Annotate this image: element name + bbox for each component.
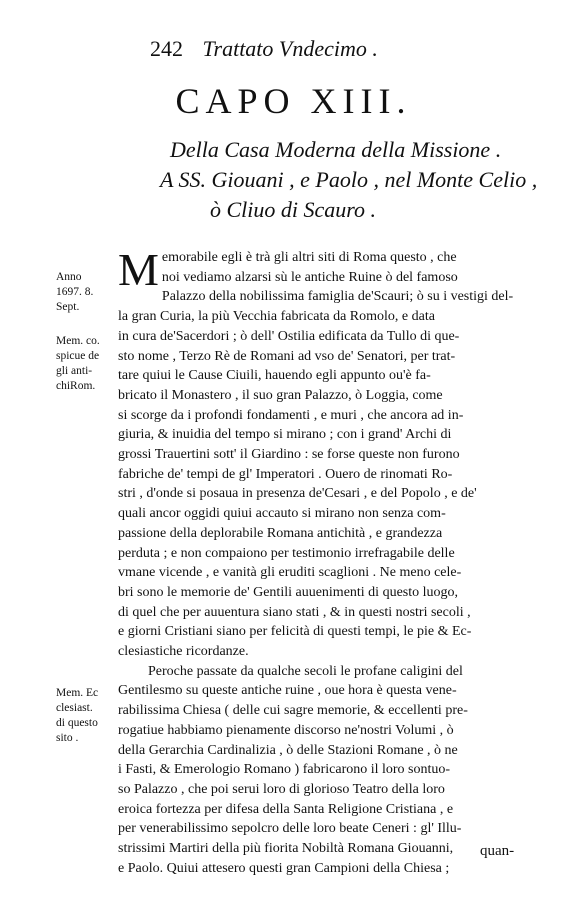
text-line: in cura de'Sacerdori ; ò dell' Ostilia edificata da Tullo di que- bbox=[118, 328, 460, 344]
text-line: e giorni Cristiani siano per felicità di questi tempi, le pie & Ec- bbox=[118, 624, 472, 640]
text-line: si scorge da i profondi fondamenti , e muri , che ancora ad in- bbox=[118, 407, 464, 423]
marginal-line: chiRom. bbox=[56, 380, 96, 392]
text-line: la gran Curia, la più Vecchia fabricata da Romolo, e data bbox=[118, 309, 435, 325]
text-line: strissimi Martiri della più fiorita Nobiltà Romana Giouanni, bbox=[118, 841, 454, 857]
subtitle-line: Della Casa Moderna della Missione . bbox=[170, 137, 502, 162]
text-line: passione della deplorabile Romana antichità , e grandezza bbox=[118, 525, 443, 541]
running-header bbox=[150, 36, 550, 62]
text-line: Peroche passate da qualche secoli le profane caligini del bbox=[148, 663, 463, 679]
text-line: Palazzo della nobilissima famiglia de'Scauri; ò su i vestigi del- bbox=[161, 289, 514, 305]
text-line: vmane vicende , e vanità gli eruditi scaglioni . Ne meno cele- bbox=[118, 565, 462, 581]
marginal-line: gli anti- bbox=[56, 365, 93, 377]
text-line: quali ancor oggidi quiui accauto si mirano non senza com- bbox=[118, 506, 446, 522]
marginal-note-roman-memories bbox=[56, 334, 114, 394]
body-text bbox=[118, 244, 558, 879]
chapter-subtitle bbox=[110, 135, 555, 225]
marginal-line: sito . bbox=[56, 732, 79, 744]
text-line: rabilissima Chiesa ( delle cui sagre memorie, & eccellenti pre- bbox=[118, 703, 468, 719]
text-line: Gentilesmo su queste antiche ruine , oue hora è questa vene- bbox=[118, 683, 457, 699]
catchword: quan- bbox=[480, 843, 515, 859]
text-line: i Fasti, & Emerologio Romano ) fabricarono il loro sontuo- bbox=[118, 762, 451, 778]
marginal-line: 1697. 8. bbox=[56, 286, 94, 298]
text-line: bricato il Monastero , il suo gran Palazzo, ò Loggia, come bbox=[118, 387, 443, 403]
marginal-note-ecclesiastical bbox=[56, 686, 114, 746]
text-line: tare quiui le Cause Ciuili, hauendo egli appunto ou'è fa- bbox=[118, 368, 431, 384]
drop-capital: M bbox=[118, 244, 159, 295]
marginal-line: Mem. Ec bbox=[56, 687, 99, 699]
marginal-line: Mem. co. bbox=[56, 335, 100, 347]
marginal-line: Anno bbox=[56, 271, 82, 283]
text-line: per venerabilissimo sepolcro delle loro beate Ceneri : gl' Illu- bbox=[118, 821, 462, 837]
text-line: clesiastiche ricordanze. bbox=[118, 644, 249, 660]
text-line: stri , d'onde si posaua in presenza de'Cesari , e del Popolo , e de' bbox=[118, 486, 477, 502]
text-line: della Gerarchia Cardinalizia , ò delle Stazioni Romane , ò ne bbox=[118, 742, 458, 758]
text-line: noi vediamo alzarsi sù le antiche Ruine ò del famoso bbox=[161, 269, 458, 285]
marginal-line: Sept. bbox=[56, 301, 80, 313]
text-line: di quel che per auuentura siano stati , & in questi nostri secoli , bbox=[118, 604, 471, 620]
text-line: perduta ; e non compaiono per testimonio irrefragabile delle bbox=[118, 545, 455, 561]
text-line: fabriche de' tempi de gl' Imperatori . Ouero de rinomati Ro- bbox=[118, 466, 453, 482]
subtitle-line: A SS. Giouani , e Paolo , nel Monte Celio , bbox=[160, 167, 538, 192]
text-line: sto nome , Terzo Rè de Romani ad vso de' Senatori, per trat- bbox=[118, 348, 456, 364]
text-line: e Paolo. Quiui attesero questi gran Campioni della Chiesa ; bbox=[118, 860, 450, 876]
marginal-line: clesiast. bbox=[56, 702, 93, 714]
marginal-line: spicue de bbox=[56, 350, 100, 362]
paragraph-1 bbox=[118, 244, 558, 662]
text-line: giuria, & inuidia del tempo si mirano ; con i grand' Archi di bbox=[118, 427, 452, 443]
marginal-line: di questo bbox=[56, 717, 98, 729]
text-line: eroica fortezza per difesa della Santa Religione Cristiana , e bbox=[118, 801, 454, 817]
text-line: bri sono le memorie de' Gentili auuenimenti di questo luogo, bbox=[118, 584, 459, 600]
text-line: grossi Trauertini sott' il Giardino : se forse queste non furono bbox=[118, 447, 460, 463]
running-title: Trattato Vndecimo . bbox=[202, 36, 378, 61]
text-line: rogatiue habbiamo pienamente discorso ne'nostri Volumi , ò bbox=[118, 722, 454, 738]
marginal-note-date bbox=[56, 270, 114, 315]
text-line: so Palazzo , che poi serui loro di glorioso Teatro della loro bbox=[118, 781, 445, 797]
subtitle-line: ò Cliuo di Scauro . bbox=[210, 197, 377, 222]
chapter-title: CAPO XIII. bbox=[175, 81, 412, 121]
page-number: 242 bbox=[150, 36, 183, 61]
text-line: emorabile egli è trà gli altri siti di Roma questo , che bbox=[161, 250, 457, 265]
